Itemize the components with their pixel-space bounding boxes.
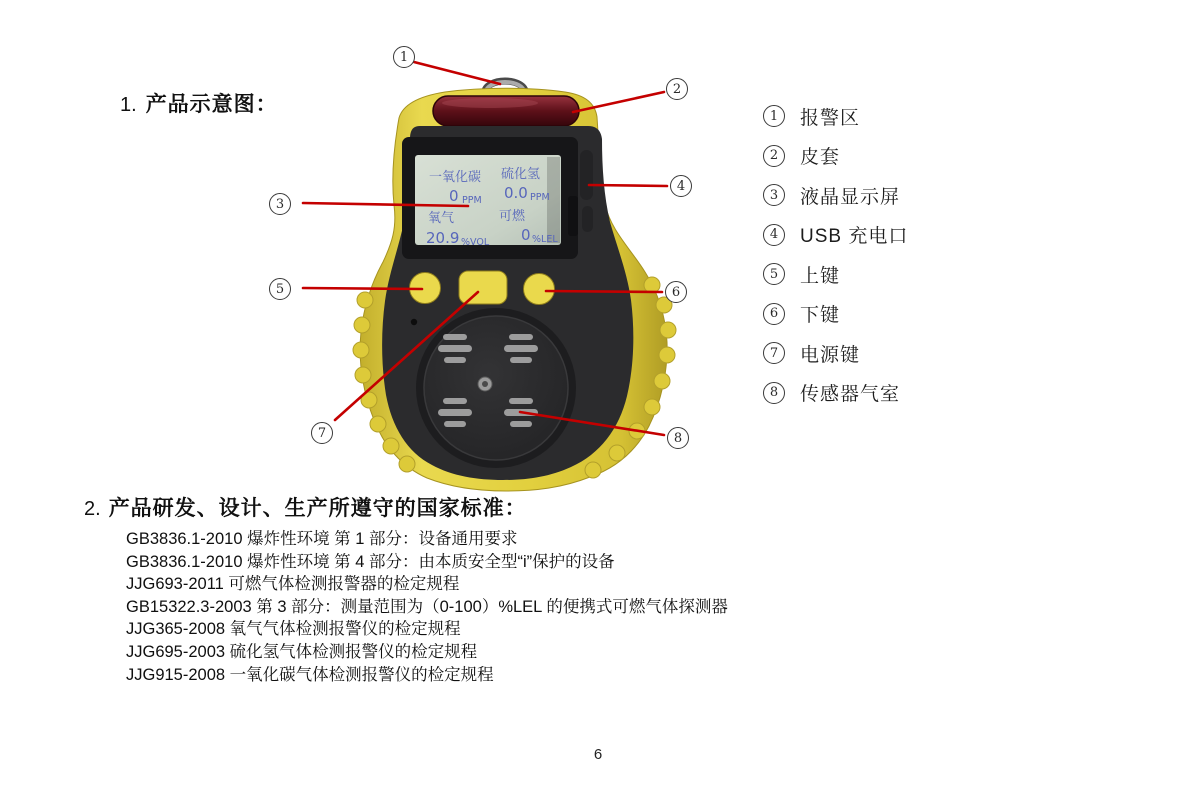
legend-label-3: 液晶显示屏 [800,186,901,208]
power-button [459,271,507,304]
alarm-window [433,96,579,126]
legend-label-1: 报警区 [800,107,861,129]
callout-3: 3 [269,193,291,215]
callout-8: 8 [667,427,689,449]
legend-num-5: 5 [763,263,785,285]
page-number: 6 [593,746,603,763]
legend-label-8: 传感器气室 [800,384,901,405]
callout-7: 7 [311,422,333,444]
screen-gas2-label: 硫化氢 [501,167,541,182]
standard-line: JJG695-2003 硫化氢气体检测报警仪的检定规程 [126,642,478,661]
standards-list [126,528,728,686]
legend-label-7: 电源键 [800,344,861,366]
section2-number: 2. [84,498,101,520]
legend-item-usb [763,224,908,246]
legend-item-sensor-chamber [763,382,908,404]
parts-legend [763,105,908,404]
callout-2: 2 [666,78,688,100]
screen-gas2-value: 0.0 [504,184,528,202]
legend-num-2: 2 [763,145,785,167]
screen-gas1-unit: PPM [462,195,482,206]
legend-label-6: 下键 [800,305,841,326]
callout-line-4 [589,185,667,186]
standard-line: GB3836.1-2010 爆炸性环境 第 4 部分：由本质安全型“i”保护的设备 [126,552,615,571]
legend-item-alarm-zone [763,105,908,127]
screen-gas3-label: 氧气 [428,211,455,226]
screen-gas1-value: 0 [449,187,459,205]
callout-1: 1 [393,46,415,68]
center-screw-icon [478,377,492,391]
screen-gas2-unit: PPM [530,192,550,203]
legend-label-2: 皮套 [800,147,841,168]
legend-item-up-key [763,263,908,285]
legend-item-holster [763,145,908,167]
legend-num-1: 1 [763,105,785,127]
legend-num-6: 6 [763,303,785,325]
screen-gas3-value: 20.9 [426,229,460,247]
indicator-dot [411,319,417,325]
screen-gas3-unit: %VOL [461,237,490,248]
callout-line-6 [546,291,662,292]
section1-number: 1. [120,94,137,116]
legend-num-8: 8 [763,382,785,404]
section1-title: 产品示意图： [145,93,278,116]
screen-gas4-value: 0 [521,226,531,244]
legend-item-power-key [763,342,908,364]
callout-5: 5 [269,278,291,300]
standard-line: GB15322.3-2003 第 3 部分：测量范围为（0-100）%LEL 的便携式可燃气体探测器 [126,597,728,616]
standard-line: JJG693-2011 可燃气体检测报警器的检定规程 [126,575,460,594]
legend-num-3: 3 [763,184,785,206]
sensor-chamber [416,308,576,468]
callout-4: 4 [670,175,692,197]
standard-line: JJG365-2008 氧气气体检测报警仪的检定规程 [126,620,461,639]
callout-line-5 [303,288,422,289]
screen-gas4-label: 可燃 [499,209,526,224]
standard-line: JJG915-2008 一氧化碳气体检测报警仪的检定规程 [126,665,494,684]
section2 [84,492,728,686]
legend-num-7: 7 [763,342,785,364]
legend-item-lcd [763,184,908,206]
legend-label-5: 上键 [800,265,841,287]
callout-6: 6 [665,281,687,303]
screen-gas4-unit: %LEL [532,234,558,245]
lcd-display [402,137,578,259]
callout-line-1 [414,62,500,84]
section2-title: 产品研发、设计、生产所遵守的国家标准： [108,497,527,520]
screen-gas1-label: 一氧化碳 [429,170,482,185]
standard-line: GB3836.1-2010 爆炸性环境 第 1 部分：设备通用要求 [126,530,518,548]
legend-num-4: 4 [763,224,785,246]
legend-item-down-key [763,303,908,325]
legend-label-4: USB 充电口 [800,226,909,247]
section2-heading [84,492,728,522]
down-button [524,274,555,305]
